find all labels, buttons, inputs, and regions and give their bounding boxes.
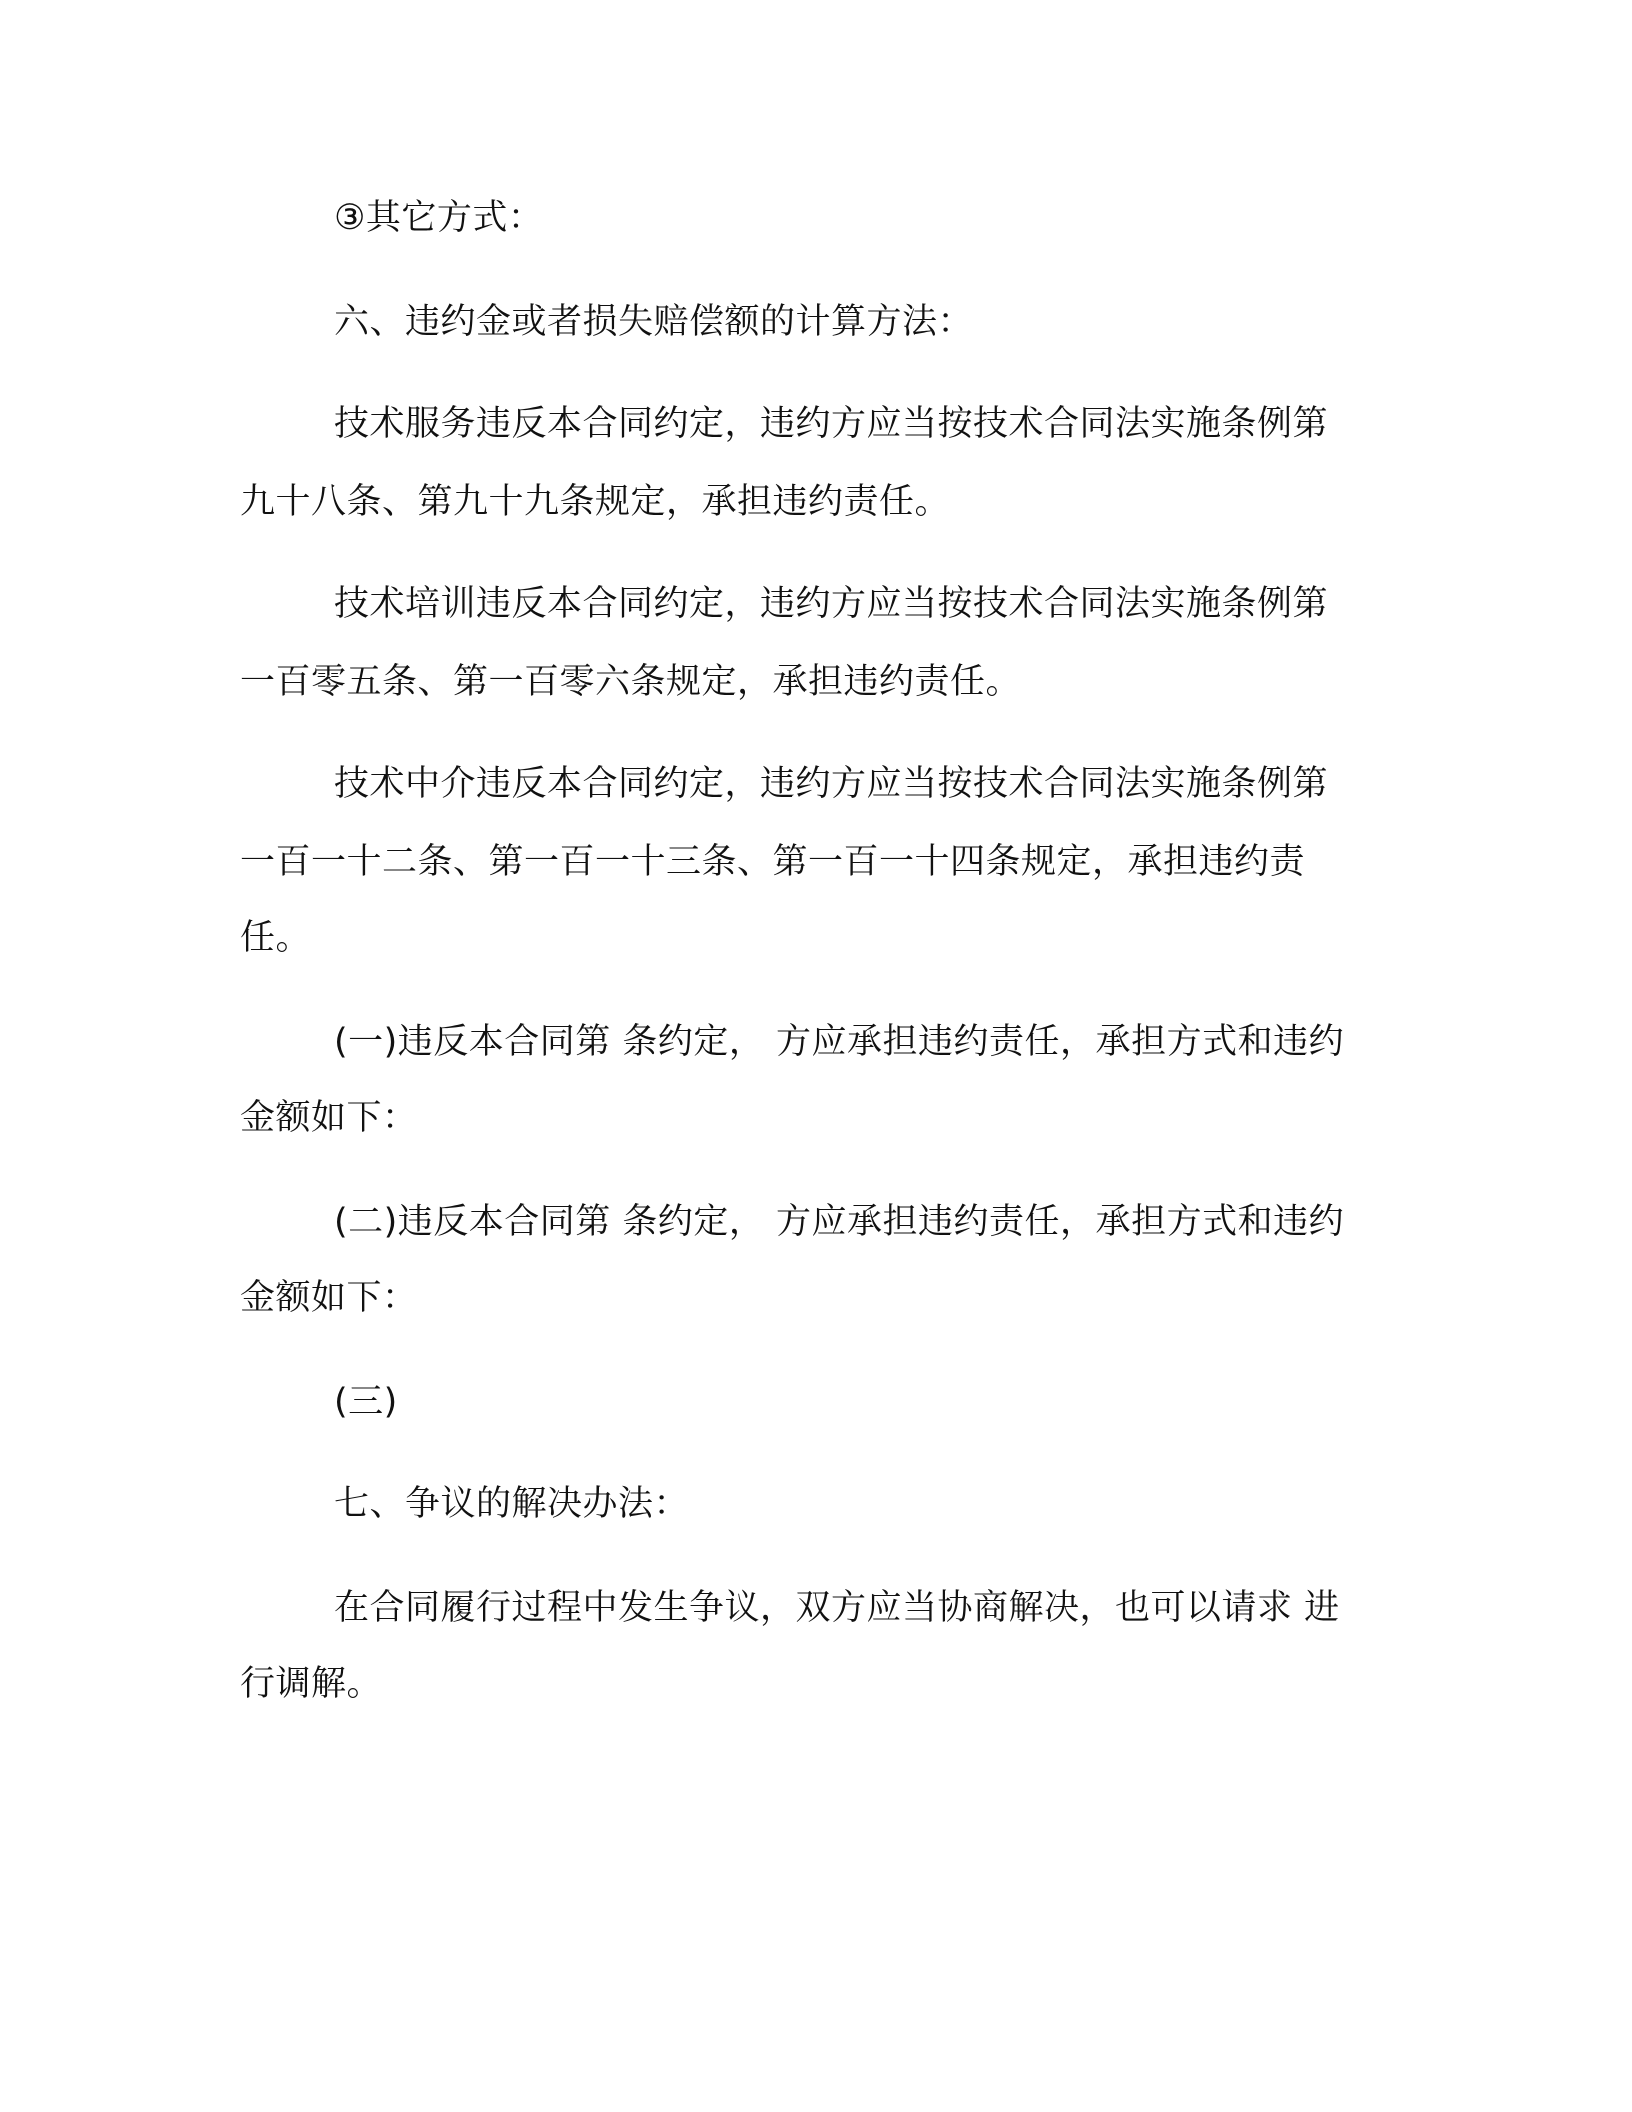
paragraph-dispute-line-1: 在合同履行过程中发生争议，双方应当协商解决，也可以请求 进	[334, 1588, 1340, 1628]
paragraph-tech-intermediary-line-1: 技术中介违反本合同约定，违约方应当按技术合同法实施条例第	[334, 764, 1329, 804]
paragraph-tech-service-line-1: 技术服务违反本合同约定，违约方应当按技术合同法实施条例第	[334, 404, 1329, 444]
paragraph-tech-training-line-1: 技术培训违反本合同约定，违约方应当按技术合同法实施条例第	[334, 584, 1329, 624]
section-heading-six: 六、违约金或者损失赔偿额的计算方法：	[334, 302, 974, 342]
paragraph-tech-intermediary-line-2: 一百一十二条、第一百一十三条、第一百一十四条规定，承担违约责	[240, 842, 1306, 882]
paragraph-tech-service-line-2: 九十八条、第九十九条规定，承担违约责任。	[240, 482, 951, 522]
clause-two-line-2: 金额如下：	[240, 1278, 418, 1318]
clause-two-line-1: (二)违反本合同第 条约定， 方应承担违约责任，承担方式和违约	[334, 1202, 1345, 1242]
section-heading-seven: 七、争议的解决办法：	[334, 1484, 690, 1524]
paragraph-tech-intermediary-line-3: 任。	[240, 918, 312, 958]
clause-one-line-1: (一)违反本合同第 条约定， 方应承担违约责任，承担方式和违约	[334, 1022, 1345, 1062]
paragraph-dispute-line-2: 行调解。	[240, 1664, 383, 1704]
text-line-other-methods: ③其它方式：	[334, 198, 544, 238]
clause-one-line-2: 金额如下：	[240, 1098, 418, 1138]
clause-three: (三)	[334, 1382, 398, 1422]
paragraph-tech-training-line-2: 一百零五条、第一百零六条规定，承担违约责任。	[240, 662, 1022, 702]
